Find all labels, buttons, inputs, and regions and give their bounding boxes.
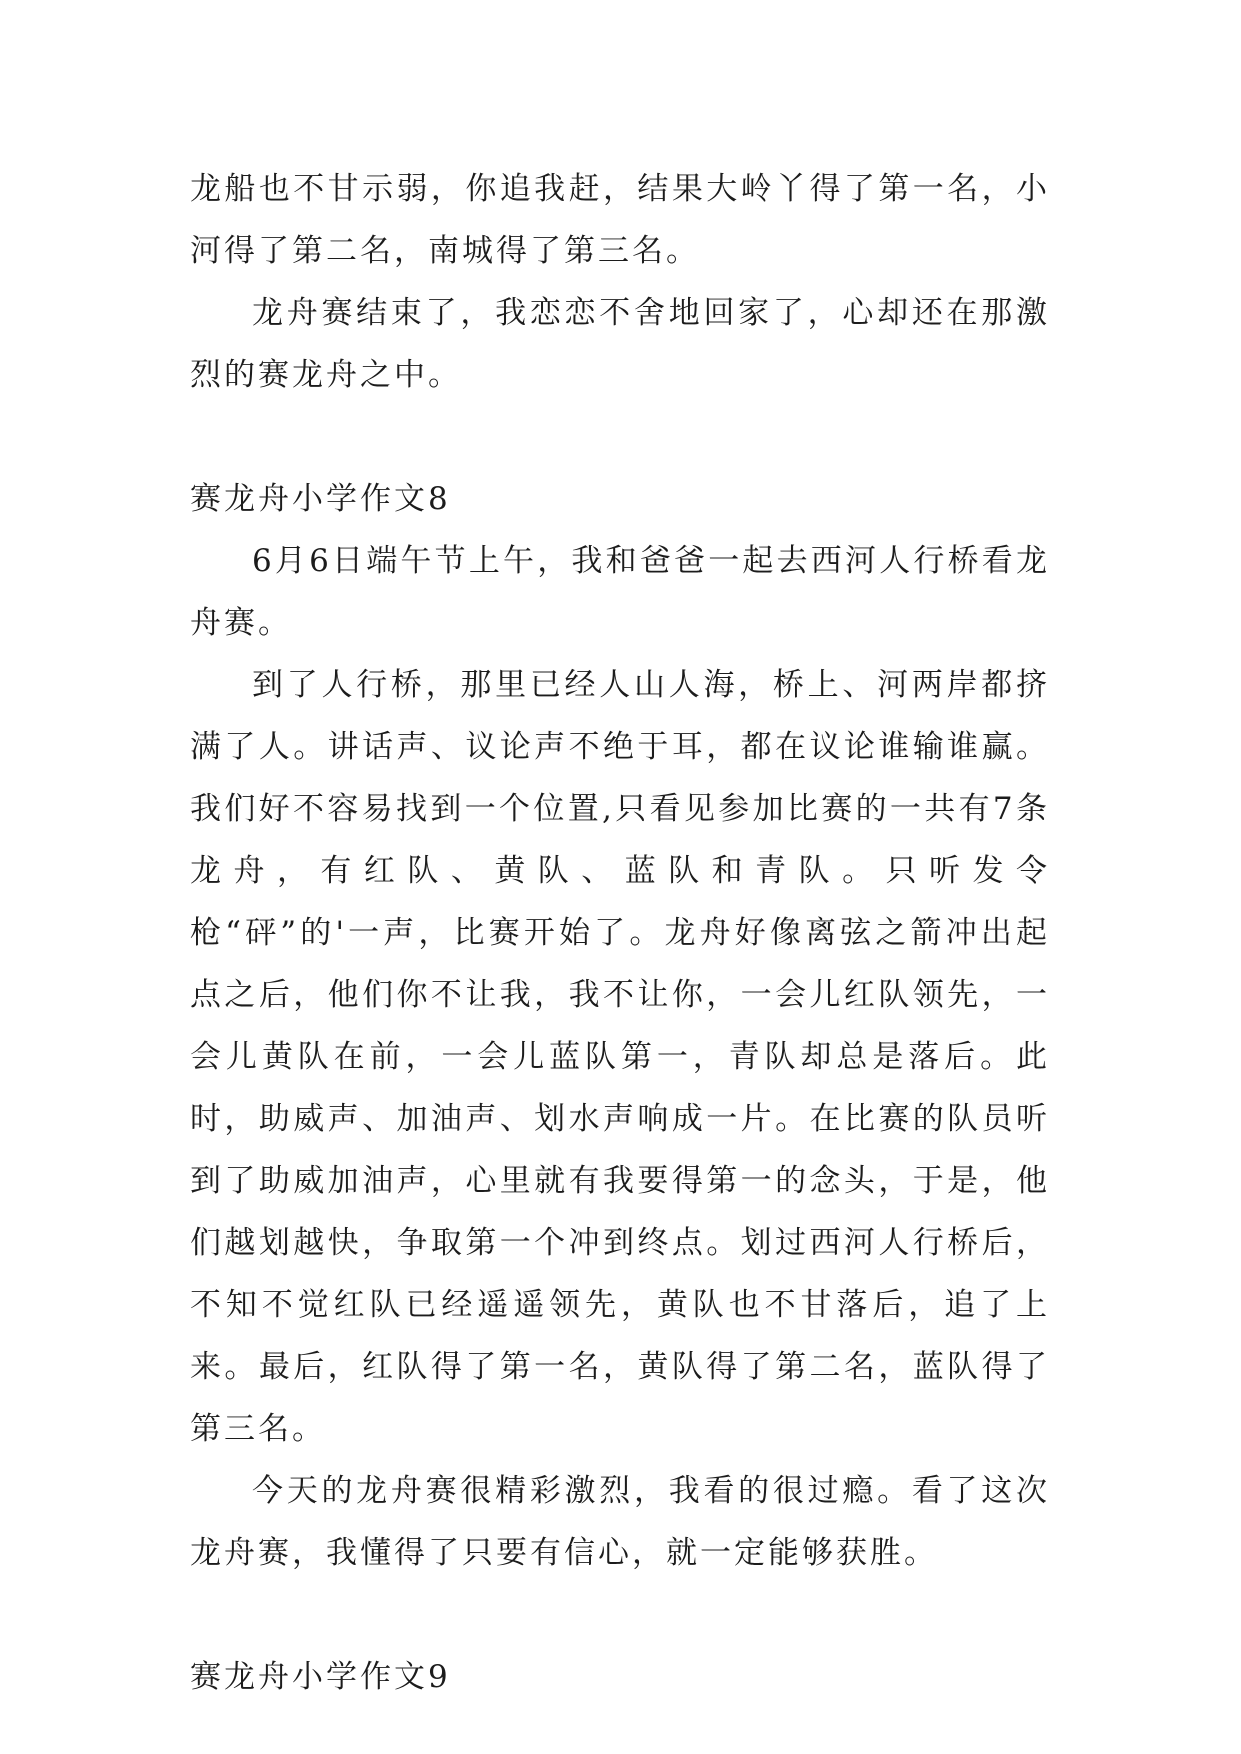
section-gap <box>190 406 1050 468</box>
paragraph-continued: 龙船也不甘示弱，你追我赶，结果大岭丫得了第一名，小河得了第二名，南城得了第三名。 <box>190 171 1050 269</box>
section-heading: 赛龙舟小学作文8 <box>190 481 451 517</box>
paragraph: 6月6日端午节上午，我和爸爸一起去西河人行桥看龙舟赛。 <box>190 543 1050 641</box>
section-gap <box>190 1584 1050 1646</box>
paragraph: 今天的龙舟赛很精彩激烈，我看的很过瘾。看了这次龙舟赛，我懂得了只要有信心，就一定能够获胜。 <box>190 1473 1050 1571</box>
paragraph: 龙舟赛结束了，我恋恋不舍地回家了，心却还在那激烈的赛龙舟之中。 <box>190 295 1050 393</box>
paragraph: 到了人行桥，那里已经人山人海，桥上、河两岸都挤满了人。讲话声、议论声不绝于耳，都在议论谁输谁赢。我们好不容易找到一个位置,只看见参加比赛的一共有7条龙舟，有红队、黄队、蓝队和青队。只听发令枪“砰”的'一声，比赛开始了。龙舟好像离弦之箭冲出起点之后，他们你不让我，我不让你，一会儿红队领先，一会儿黄队在前，一会儿蓝队第一，青队却总是落后。此时，助威声、加油声、划水声响成一片。在比赛的队员听到了助威加油声，心里就有我要得第一的念头，于是，他们越划越快，争取第一个冲到终点。划过西河人行桥后，不知不觉红队已经遥遥领先，黄队也不甘落后，追了上来。最后，红队得了第一名，黄队得了第二名，蓝队得了第三名。 <box>190 667 1050 1447</box>
section-heading: 赛龙舟小学作文9 <box>190 1659 451 1695</box>
document-body <box>190 158 1050 1708</box>
